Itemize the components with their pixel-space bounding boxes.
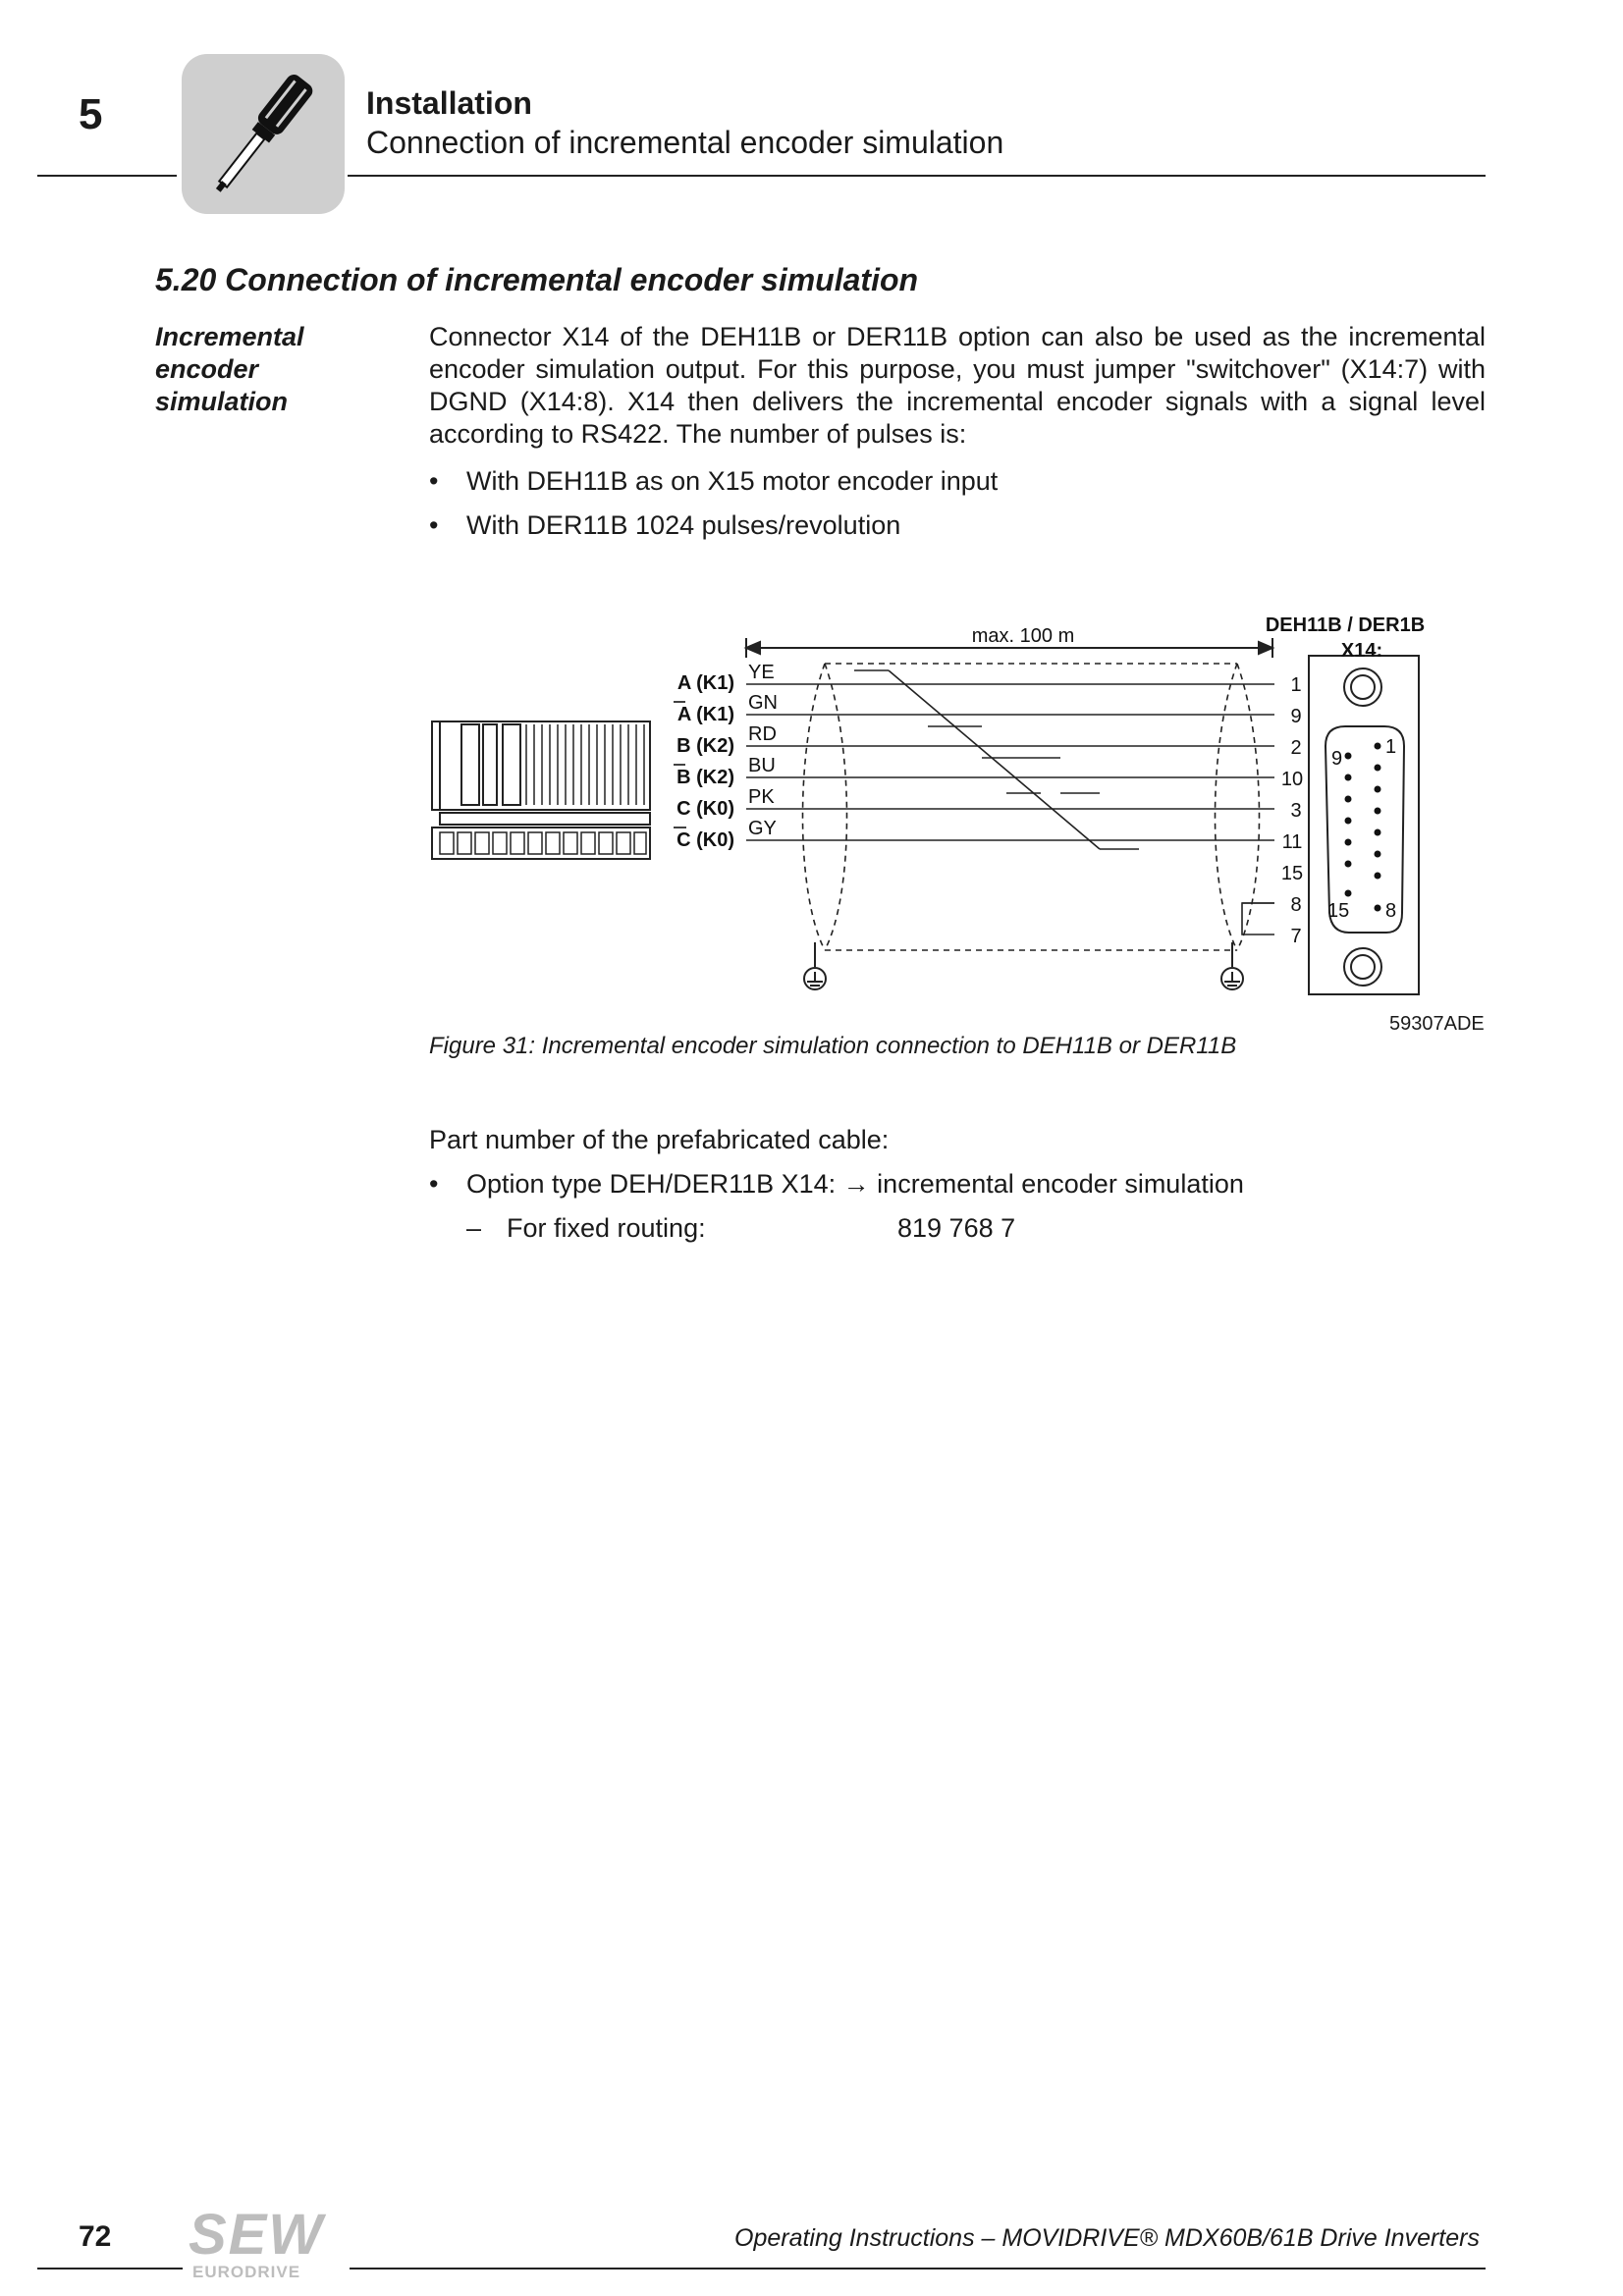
pin-number: 8 — [1290, 894, 1302, 916]
dsub-pin-label: 8 — [1385, 900, 1397, 922]
cable-intro: Part number of the prefabricated cable: — [429, 1125, 890, 1154]
pin-number: 1 — [1290, 674, 1302, 696]
fixed-routing-label: For fixed routing: — [507, 1213, 706, 1243]
wire-color-label: BU — [748, 755, 776, 776]
plc-rack-image — [432, 721, 650, 859]
figure-code: 59307ADE — [1389, 1013, 1485, 1035]
bullet-dot: • — [429, 466, 439, 496]
signal-label: B (K2) — [676, 767, 734, 788]
pin-number: 10 — [1280, 769, 1304, 790]
wire-color-label: RD — [748, 723, 777, 745]
pin-number: 7 — [1290, 926, 1302, 947]
sub-dash: – — [466, 1213, 482, 1243]
header-subtitle: Connection of incremental encoder simulation — [366, 125, 1004, 160]
pin-number: 2 — [1290, 737, 1302, 759]
signal-label: A (K1) — [676, 704, 734, 725]
footer-rule-left — [37, 2268, 183, 2269]
dsub-pin-label: 1 — [1385, 736, 1397, 758]
wire-color-label: GY — [748, 818, 777, 839]
pin-number: 11 — [1281, 831, 1303, 853]
dsub-connector — [1309, 656, 1419, 994]
side-label-line: encoder — [155, 354, 259, 384]
signal-label: A (K1) — [676, 672, 734, 694]
bullet-dot: • — [429, 1169, 439, 1199]
part-number: 819 768 7 — [897, 1213, 1016, 1243]
pin-number: 9 — [1290, 706, 1302, 727]
bullet-text: With DER11B 1024 pulses/revolution — [466, 510, 901, 540]
wiring-diagram — [0, 0, 1623, 1060]
connector-subtitle: X14: — [1340, 640, 1383, 662]
footer-rule-right — [350, 2268, 1486, 2269]
sew-eurodrive-logo — [189, 2203, 346, 2285]
side-label-line: Incremental — [155, 322, 304, 351]
logo-top-text: SEW — [189, 2203, 325, 2267]
figure-caption: Figure 31: Incremental encoder simulation connection to DEH11B or DER11B — [429, 1033, 1237, 1059]
wire-color-label: GN — [748, 692, 778, 714]
dsub-pin-label: 9 — [1331, 748, 1343, 770]
pin-number: 15 — [1280, 863, 1304, 884]
distance-label: max. 100 m — [971, 625, 1075, 647]
bullet-text: Option type DEH/DER11B X14: → incremental encoder simulation — [466, 1169, 1244, 1199]
signal-label: B (K2) — [676, 735, 734, 757]
section-title: 5.20 Connection of incremental encoder simulation — [155, 262, 919, 297]
dsub-pin-label: 15 — [1327, 900, 1350, 922]
chapter-number: 5 — [79, 90, 103, 138]
intro-paragraph: Connector X14 of the DEH11B or DER11B option can also be used as the incremental encoder simulation output. For this purpose, you must jumper "switchover" (X14:7) with DGND (X14:8). X14 then delivers the incremental encoder signals with a signal level according to RS422. The number of pulses is: — [429, 322, 1486, 449]
pin-number: 3 — [1290, 800, 1302, 822]
connector-title: DEH11B / DER1B — [1265, 614, 1426, 636]
side-label-line: simulation — [155, 387, 289, 416]
signal-label: C (K0) — [676, 829, 734, 851]
wire-color-label: PK — [748, 786, 775, 808]
page-number: 72 — [79, 2220, 112, 2253]
logo-bottom-text: EURODRIVE — [192, 2263, 301, 2281]
header-title: Installation — [366, 85, 532, 121]
bullet-text: With DEH11B as on X15 motor encoder input — [466, 466, 999, 496]
footer-text: Operating Instructions – MOVIDRIVE® MDX60B/61B Drive Inverters — [734, 2224, 1480, 2252]
wire-color-label: YE — [748, 662, 775, 683]
bullet-dot: • — [429, 510, 439, 540]
signal-label: C (K0) — [676, 798, 734, 820]
